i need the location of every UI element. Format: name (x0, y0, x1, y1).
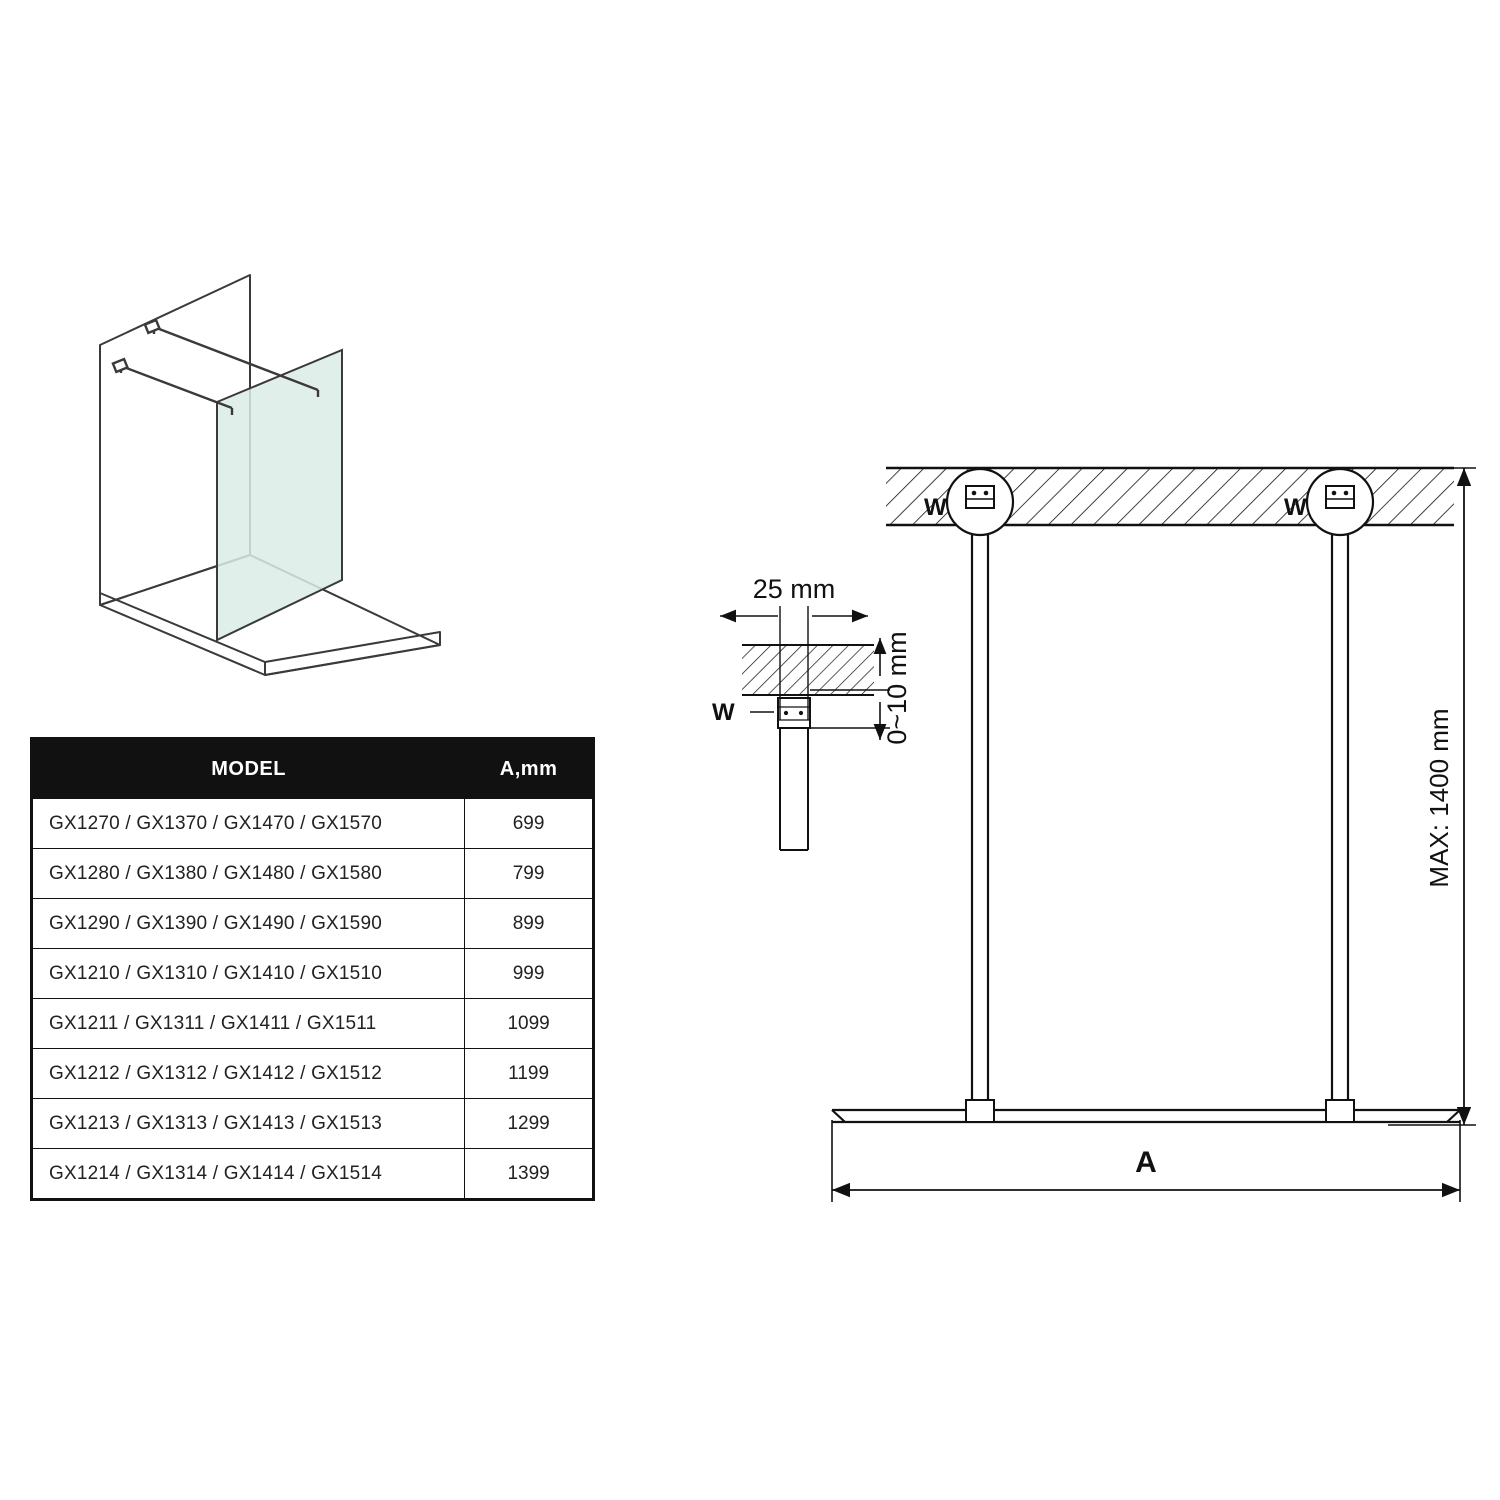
glass-panel (217, 350, 342, 640)
cell-model: GX1212 / GX1312 / GX1412 / GX1512 (32, 1049, 465, 1099)
vertical-support-bars (972, 525, 1348, 1110)
detail-gap-label: 0~10 mm (882, 631, 912, 745)
cell-a-mm: 699 (465, 799, 594, 849)
table-row (32, 1049, 594, 1099)
table-row (32, 899, 594, 949)
height-dimension-label: MAX: 1400 mm (1424, 708, 1454, 888)
table-body (32, 799, 594, 1200)
cell-model: GX1211 / GX1311 / GX1411 / GX1511 (32, 999, 465, 1049)
fixing-detail-view (712, 574, 912, 850)
table-row (32, 999, 594, 1049)
table-row (32, 849, 594, 899)
cell-a-mm: 1399 (465, 1149, 594, 1200)
width-dimension (832, 1120, 1460, 1202)
glass-bottom-rail (832, 1110, 1460, 1122)
isometric-shower-screen-illustration (80, 250, 500, 680)
technical-elevation-drawing (700, 420, 1490, 1250)
table-row (32, 1099, 594, 1149)
column-header-model: MODEL (32, 739, 465, 799)
table-row (32, 799, 594, 849)
column-header-a-mm: A,mm (465, 739, 594, 799)
height-dimension (1388, 468, 1476, 1125)
cell-model: GX1213 / GX1313 / GX1413 / GX1513 (32, 1099, 465, 1149)
width-dimension-label: A (1135, 1146, 1157, 1179)
callout-detail-W (712, 699, 774, 726)
cell-a-mm: 1199 (465, 1049, 594, 1099)
table-header (32, 739, 594, 799)
table-row (32, 1149, 594, 1200)
cell-a-mm: 1099 (465, 999, 594, 1049)
cell-a-mm: 799 (465, 849, 594, 899)
tray-edge (265, 632, 440, 675)
cell-model: GX1210 / GX1310 / GX1410 / GX1510 (32, 949, 465, 999)
cell-model: GX1280 / GX1380 / GX1480 / GX1580 (32, 849, 465, 899)
table-header-row (32, 739, 594, 799)
model-dimension-table (30, 737, 595, 1201)
callout-detail-label: W (712, 699, 735, 726)
cell-model: GX1270 / GX1370 / GX1470 / GX1570 (32, 799, 465, 849)
table-row (32, 949, 594, 999)
callout-right-label: W (1284, 494, 1307, 521)
cell-model: GX1290 / GX1390 / GX1490 / GX1590 (32, 899, 465, 949)
callout-left-label: W (924, 494, 947, 521)
cell-a-mm: 1299 (465, 1099, 594, 1149)
cell-a-mm: 899 (465, 899, 594, 949)
cell-a-mm: 999 (465, 949, 594, 999)
detail-width-label: 25 mm (752, 574, 836, 604)
cell-model: GX1214 / GX1314 / GX1414 / GX1514 (32, 1149, 465, 1200)
